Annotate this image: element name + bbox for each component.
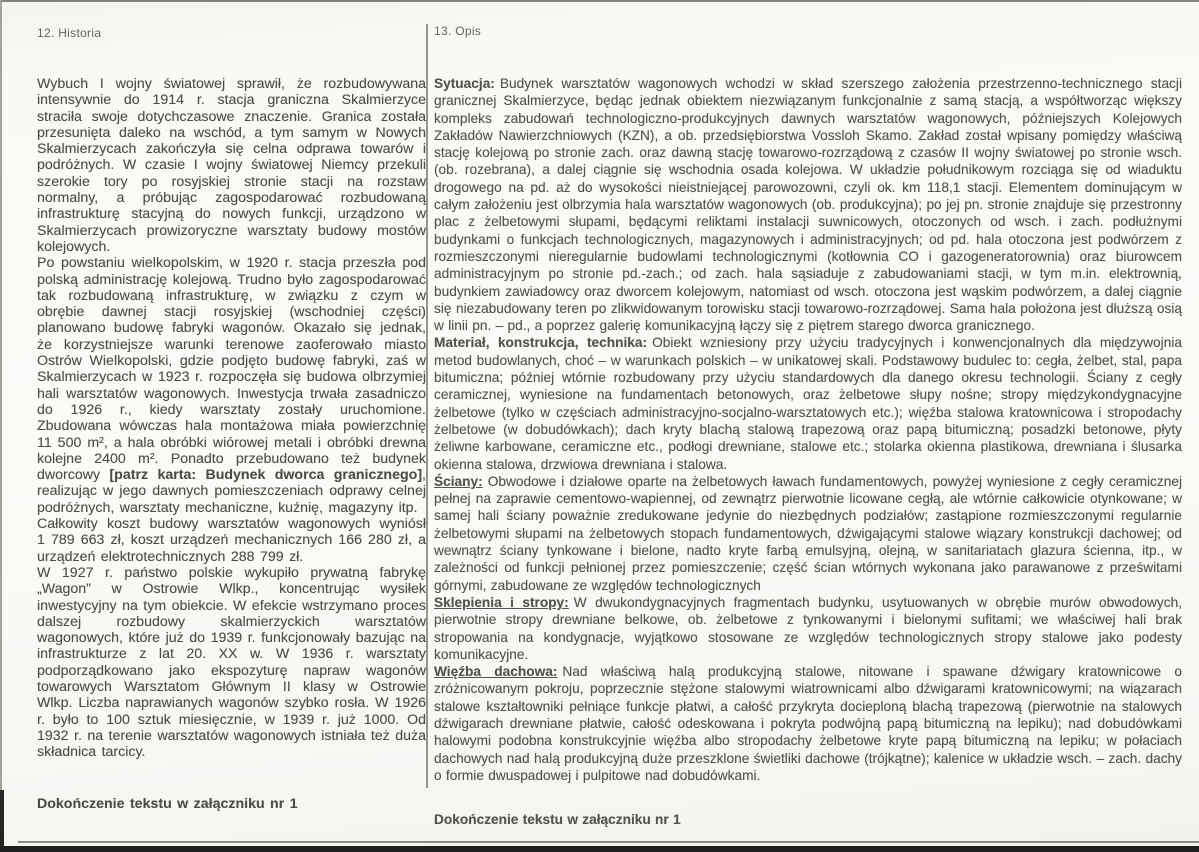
history-continuation-note: Dokończenie tekstu w załączniku nr 1 bbox=[37, 796, 298, 813]
description-section-sciany bbox=[434, 473, 1182, 594]
section-label-wiezba: Więźba dachowa: bbox=[434, 664, 558, 680]
history-paragraph-2-post: , realizując w jego dawnych pomieszczeniach odprawy celnej podróżnych, warsztaty mechaniczne, kuźnię, magazyny itp. bbox=[37, 467, 426, 516]
history-paragraph-2-pre: Po powstaniu wielkopolskim, w 1920 r. stacja przeszła pod polską administrację kolejową. Trudno było zagospodarować tak rozbudowaną infrastrukturę, w związku z czym w obrębie dawnej stacji rosyjskiej (wschodniej części) planowano budowę fabryki wagonów. Okazało się jednak, że korzystniejsze warunki terenowe zaoferowało miasto Ostrów Wielkopolski, gdzie podjęto budowę fabryki, zaś w Skalmierzycach w 1923 r. rozpoczęła się budowa olbrzymiej hali warsztatów wagonowych. Inwestycja trwała zasadniczo do 1926 r., kiedy warsztaty zostały uruchomione. Zbudowana wówczas hala montażowa miała powierzchnię 11 500 m², a hala obróbki wiórowej metali i obróbki drewna kolejne 2400 m². Ponadto przebudowano też budynek dworcowy bbox=[37, 255, 426, 484]
section-text-sklepienia: W dwukondygnacyjnych fragmentach budynku, usytuowanych w obrębie murów obwodowych, pierwotnie stropy drewniane belkowe, ob. żelbetowe z tynkowanymi i bielonymi sufitami; we właściwej hali brak stropowania na kondygnacje, wyjątkowo stosowane ze względów technologicznych stropy stalowe jako podesty komunikacyjne. bbox=[434, 594, 1182, 662]
description-section-wiezba bbox=[434, 663, 1182, 784]
scan-bottom-rule bbox=[18, 841, 1199, 843]
section-label-material: Materiał, konstrukcja, technika: bbox=[434, 335, 648, 351]
history-paragraph-3: Całkowity koszt budowy warsztatów wagonowych wyniósł 1 789 663 zł, koszt urządzeń mechanicznych 166 280 zł, a urządzeń elektrotechnicznych 288 799 zł. bbox=[37, 516, 426, 565]
section-text-wiezba: Nad właściwą halą produkcyjną stalowe, nitowane i spawane dźwigary kratownicowe o zróżnicowanym pokroju, poprzecznie stężone stalowymi wiatrownicami albo dźwigarami kratownicowymi; na wiązarach stalowe kształtowniki pełniące funkcje płatwi, a całość przykryta docieploną blachą trapezową (pierwotnie na stalowych dźwigarach drewniane płatwie, całość odeskowana i pokryta podwójną papą bitumiczną na lepiku); nad dobudówkami halowymi podobna konstrukcyjnie więźba albo stropodachy żelbetowe kryte papą bitumiczną na lepiku; w połaciach dachowych nad halą produkcyjną duże przeszklone świetliki dachowe (trójkątne); kalenice w układzie wsch. – zach. dachy o formie dwuspadowej i pulpitowe nad dobudówkami. bbox=[434, 664, 1182, 783]
section-label-sciany: Ściany: bbox=[434, 473, 483, 489]
description-text-block bbox=[434, 75, 1182, 828]
section-label-sklepienia: Sklepienia i stropy: bbox=[434, 594, 569, 610]
description-section-sytuacja bbox=[434, 75, 1182, 334]
history-paragraph-4: W 1927 r. państwo polskie wykupiło prywatną fabrykę „Wagon” w Ostrowie Wlkp., koncentrując wysiłek inwestycyjny na tym obiekcie. W efekcie wstrzymano proces dalszej rozbudowy skalmierzyckich warsztatów wagonowych, które już do 1939 r. funkcjonowały bazując na infrastrukturze z lat 20. XX w. W 1936 r. warsztaty podporządkowano jako ekspozyturę napraw wagonów towarowych Warsztatom Głównym II klasy w Ostrowie Wlkp. Liczba naprawianych wagonów szybko rosła. W 1926 r. było to 100 sztuk miesięcznie, w 1939 r. już 1000. Od 1932 r. na terenie warsztatów wagonowych istniała też duża składnica tarcicy. bbox=[37, 564, 426, 761]
section-text-sytuacja: Budynek warsztatów wagonowych wchodzi w skład szerszego założenia przestrzenno-technicznego stacji granicznej Skalmierzyce, będąc jednak obiektem niezwiązanym funkcjonalnie z samą stacją, a współtworząc większy kompleks zabudowań technologiczno-produkcyjnych dawnych warsztatów wagonowych, późniejszych Kolejowych Zakładów Nawierzchniowych (KZN), a ob. przedsiębiorstwa Vossloh Skamo. Zakład został wpisany pomiędzy właściwą stację kolejową po stronie zach. oraz dawną stację towarowo-rozrządową z czasów II wojny światowej po stronie wsch. (ob. rozebrana), a dalej ciągnie się wschodnia osada kolejowa. W układzie południkowym rozciąga się od wiaduktu drogowego na pd. aż do wysokości nieistniejącej parowozowni, czyli ok. km 118,1 stacji. Elementem dominującym w całym założeniu jest olbrzymia hala warsztatów wagonowych (ob. produkcyjna); po jej pn. stronie znajduje się przestronny plac z żelbetowymi słupami, będącymi reliktami instalacji suwnicowych, otoczonych od wsch. i zach. podłużnymi budynkami o funkcjach technologicznych, magazynowych i administracyjnych; od pd. hala otoczona jest podwórzem z rozmieszczonymi nieregularnie budowlami technologicznymi (kotłownia CO i gazogeneratorownia) oraz biurowcem administracyjnym po stronie pd.-zach.; od zach. hala sąsiaduje z zabudowaniami stacji, w tym m.in. elektrownią, budynkiem zawiadowcy oraz dworcem kolejowym, natomiast od wsch. otoczona jest wąskim podwórzem, a dalej ciągnie się niezabudowany teren po zlikwidowanym torowisku stacji towarowo-rozrządowej. Sama hala położona jest dłuższą osią w linii pn. – pd., a poprzez galerię komunikacyjną łączy się z piętrem starego dworca granicznego. bbox=[434, 76, 1182, 334]
section-text-sciany: Obwodowe i działowe oparte na żelbetowych ławach fundamentowych, powyżej wyniesione z cegły ceramicznej pełnej na zaprawie cementowo-wapiennej, od zewnątrz pierwotnie licowane cegłą, ale wtórnie całkowicie otynkowane; w samej hali ściany poważnie zredukowane jedynie do niezbędnych podziałów; zastąpione rozmieszczonymi regularnie żelbetowymi słupami na żelbetowych stopach fundamentowych, dźwigającymi stalowe wiązary konstrukcji dachowej; od wewnątrz ściany tynkowane i bielone, nadto kryte farbą emulsyjną, olejną, w sanitariatach glazura ścienna, itp., w zależności od funkcji pełnionej przez pomieszczenie; część ścian wtórnych wykonana jako parawanowe z prześwitami górnymi, zabudowane ze względów technologicznych bbox=[434, 473, 1182, 593]
cross-reference-bold: [patrz karta: Budynek dworca granicznego] bbox=[109, 467, 423, 484]
scan-edge-bottom bbox=[0, 846, 1199, 852]
scan-corner-shadow bbox=[0, 790, 4, 852]
description-section-material bbox=[434, 334, 1182, 472]
column-divider bbox=[426, 24, 428, 788]
section-text-material: Obiekt wzniesiony przy użyciu tradycyjnych i konwencjonalnych dla międzywojnia metod budowlanych, choć – w warunkach polskich – w unikatowej skali. Podstawowy budulec to: cegła, żelbet, stal, papa bitumiczna; później wtórnie rozbudowany przy użyciu standardowych dla danego okresu technologii. Ściany z cegły ceramicznej, wyniesione na fundamentach betonowych, oraz żelbetowe słupy nośne; stropy międzykondygnacyjne żelbetowe (tylko w częściach administracyjno-socjalno-warsztatowych etc.); więźba stalowa kratownicowa i stropodachy żelbetowe (w dobudówkach); dach kryty blachą stalową trapezową oraz papą bitumiczną; posadzki betonowe, płyty żeliwne karbowane, ceramiczne etc., podłogi drewniane, stalowe etc.; stolarka okienna plastikowa, drewniana i ślusarka okienna stalowa, drzwiowa drewniana i stalowa. bbox=[434, 335, 1182, 472]
history-text-block bbox=[37, 76, 426, 813]
scan-edge-left bbox=[0, 0, 2, 852]
section-label-sytuacja: Sytuacja: bbox=[434, 76, 495, 91]
description-column-header: 13. Opis bbox=[434, 24, 482, 38]
scan-edge-top bbox=[0, 0, 1199, 2]
description-continuation-note: Dokończenie tekstu w załączniku nr 1 bbox=[434, 812, 681, 828]
description-section-sklepienia bbox=[434, 594, 1182, 663]
description-column bbox=[434, 24, 1182, 828]
history-paragraph-1: Wybuch I wojny światowej sprawił, że rozbudowywana intensywnie do 1914 r. stacja graniczna Skalmierzyce straciła swoje dotychczasowe znaczenie. Granica została przesunięta daleko na wschód, a tym samym w Nowych Skalmierzycach zakończyła się celna odprawa towarów i podróżnych. W czasie I wojny światowej Niemcy przekuli szerokie tory po rosyjskiej stronie stacji na rozstaw normalny, a próbując zagospodarować rozbudowaną infrastrukturę stacyjną do nowych funkcji, urządzono w Skalmierzycach prowizoryczne warsztaty budowy mostów kolejowych. bbox=[37, 76, 426, 255]
history-column bbox=[37, 26, 426, 813]
history-column-header: 12. Historia bbox=[37, 26, 102, 40]
history-paragraph-2 bbox=[37, 255, 426, 516]
